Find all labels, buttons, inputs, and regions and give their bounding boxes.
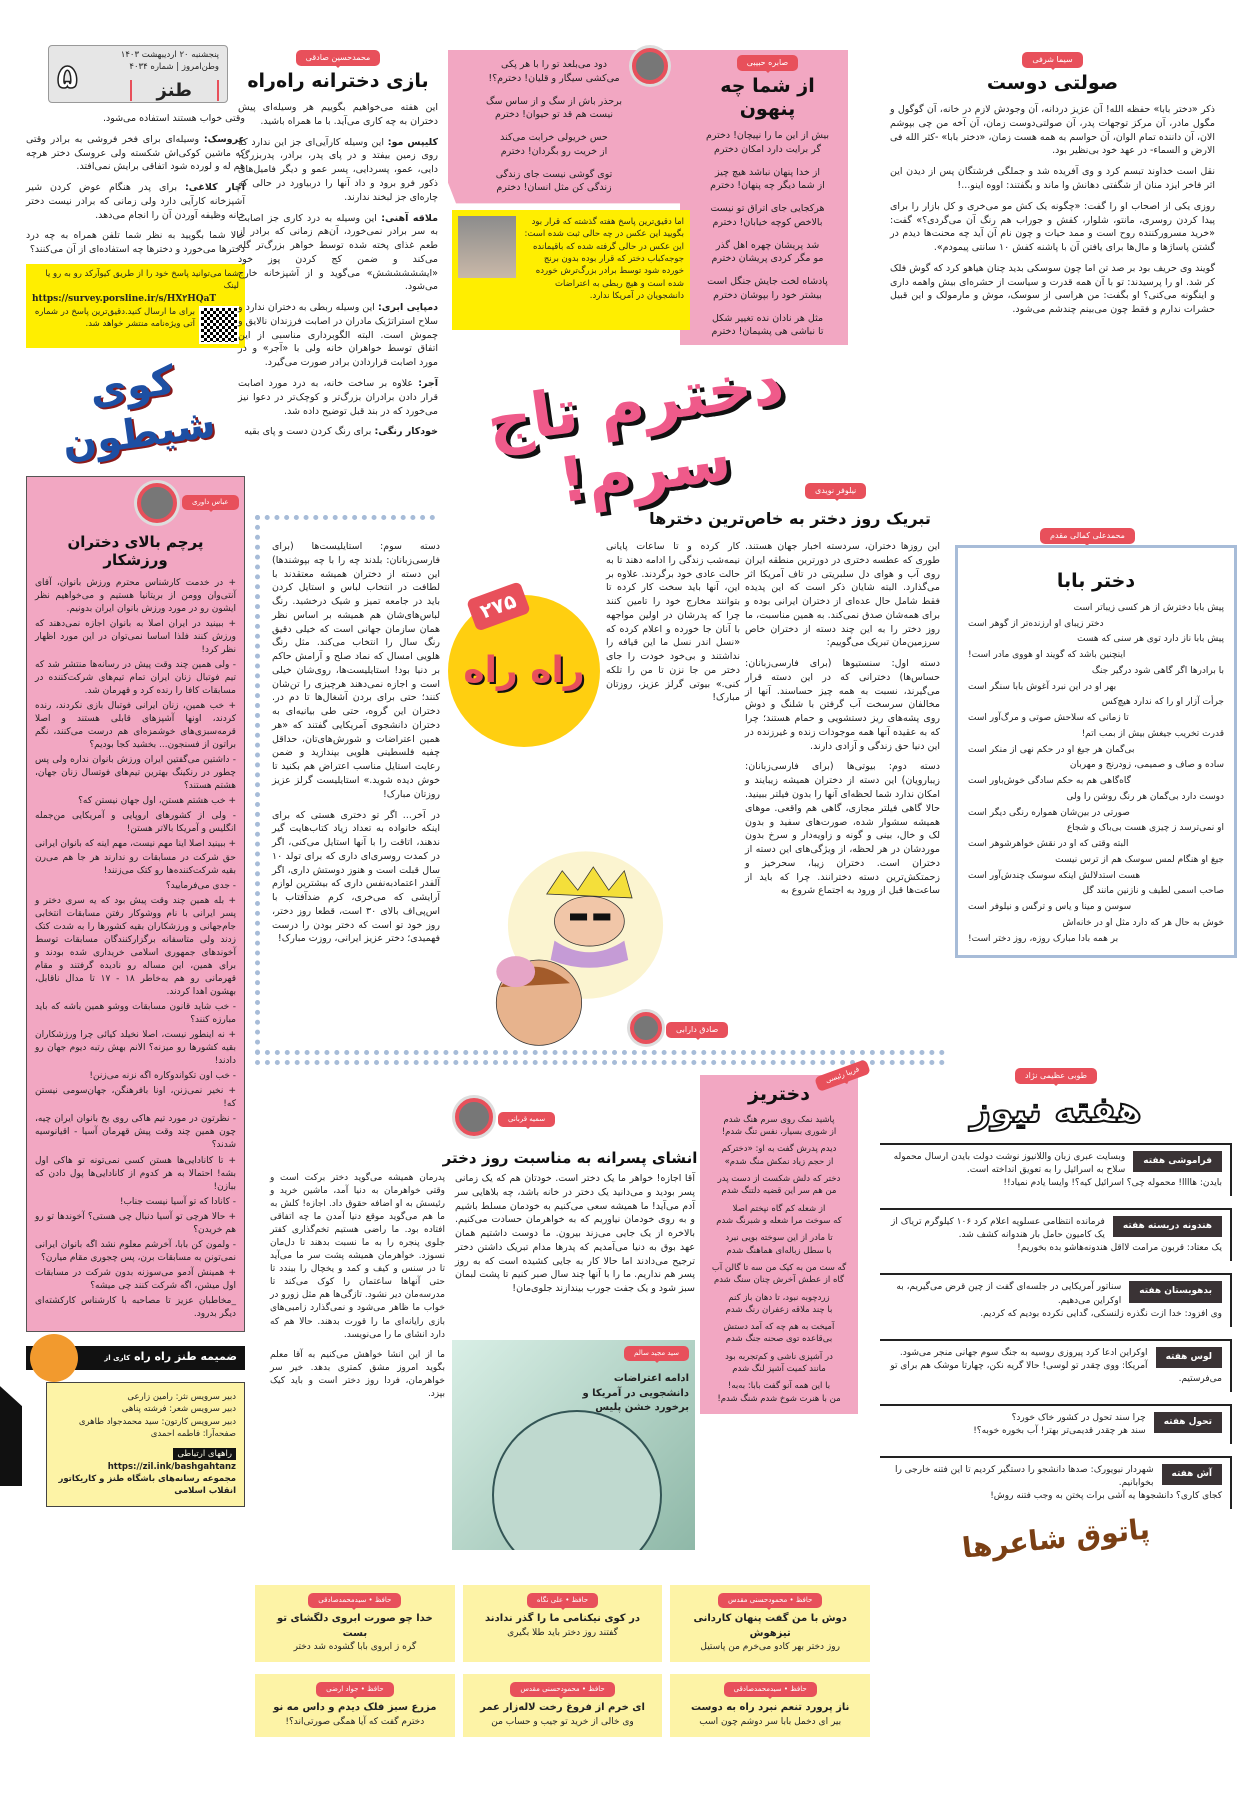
- paper-issue-line: وطن‌امروز | شماره ۴۰۳۴: [129, 62, 219, 73]
- author-tag-wrap: [880, 1068, 1232, 1084]
- author-tag: فریبا رئیسی: [814, 1059, 871, 1092]
- soulati-article: سیما شرفی صولتی دوست ذکر «دختر بابا» حفظه الله! آن عزیز دردانه، آن وجودش لازم در خانه، آن گوگول و مگول مادر، آن مرکز توجهات پدر، آن صولتی‌دوست زمان، آن آخه من چی بپوشم الان، آن داننده تمام الوان، آن حواسم به همه هست زمان، «دختر بابا» -کثر الله فی الارض و السماء- در عهد خود بی‌نظیر بود. نقل است خداوند تبسم کرد و وی آفریده شد و جملگی فرشتگان پس از دیدن این اثر فاخر ایزد منان از شگفتی دهانش وا ماند و بگفتند: اووه اینو...! روزی یکی از اصحاب او را گفت: «چگونه یک کش مو می‌خری و کل بازار را برای پیدا کردن روسری، مانتو، شلوار، کفش و جوراب هم رنگ آن می‌گردی؟» گفت: «خرید مسرورکننده روح است و ممد حیات و چون نام آن آید چه محنت‌ها دیدم در گشتن پاساژها و مال‌ها برای یافتن آن با پاشنه کفش ۱۰ سانتی پیمودم». گویند وی حریف بود بر صد تن اما چون سوسکی بدید چنان هیاهو کرد که گوش فلک کر شد. او را پرسیدند: تو با آن همه قدرت و سیاست از حشره‌ای بیش واهمه داری و اینگونه می‌کنی؟ او بگفت: من هراسی از سوسک، موش و مارمولک و این قبیل حشرات ندارم و فقط چون می‌بینم چندشم می‌شود.: [880, 52, 1235, 324]
- main-headline: دخترم تاج سرم!: [482, 344, 789, 518]
- bazi-continuation: [26, 112, 245, 257]
- parcham-interview: [35, 577, 236, 1322]
- verse-line-1: دوش با من گفت پنهان کاردانی تیزهوش: [693, 1613, 847, 1639]
- author-tag-wrap: [182, 495, 239, 510]
- couplet: بیش از این ما را نپیچان! دخترم گر برایت دارد امکان دخترم: [706, 129, 829, 155]
- news-punchline: وی افزود: خدا ازت نگذره زلنسکی، گدایی نکرده بودیم که کردیم.: [980, 1308, 1222, 1319]
- news-punchline: بایدن: هاااا! محموله چی؟ اسرائیل کیه؟! وایسا یادم نمیاد!!: [1003, 1178, 1222, 1189]
- dokhtariz-title: دختریز: [748, 1083, 810, 1105]
- author-name: سیدمحمدصادقی: [733, 1685, 782, 1694]
- poet-name: حافظ: [588, 1685, 605, 1694]
- hemistich: با این همه آنو گفت بابا: به‌به!: [727, 1381, 831, 1392]
- interview-line: + ببینید در ایران اصلا به بانوان اجازه نمی‌دهند که ورزش کنند فلذا اساسا نمی‌توان در این مورد اظهار نظر کرد!: [35, 618, 236, 655]
- poem-line: با برادرها اگر گاهی شود درگیر جنگ: [1091, 665, 1224, 676]
- poem-line: دختر زیبای او ارزنده‌تر از گوهر است: [968, 618, 1104, 629]
- interview-line: - نظرتون در مورد تیم هاکی روی یخ بانوان ایران چیه، چون همین چند وقت پیش قهرمان آسیا - اقیانوسیه شدند؟: [35, 1114, 236, 1151]
- poem-line: هست استدلالش اینکه سوسک چندش‌آور است: [968, 870, 1141, 881]
- interview-line: - خب اون تکواندوکاره اگه نزنه می‌زنن!: [89, 1071, 236, 1082]
- az-shoma-poem-right: [690, 55, 845, 348]
- frame-divider: [255, 515, 435, 520]
- parcham-title: پرچم بالای دختران ورزشکار: [67, 532, 204, 569]
- verse-credit-tag: حافظ • سیدمحمدصادقی: [724, 1682, 817, 1697]
- author-name: علی نگاه: [536, 1596, 564, 1604]
- verse-card: [670, 1674, 870, 1737]
- poem-line: پیش بابا ناز دارد توی هر سنی که هست: [1077, 634, 1224, 645]
- news-label: لوس هفته: [1156, 1347, 1222, 1368]
- interview-line: + در خدمت کارشناس محترم ورزش بانوان، آقای آنتی‌وان وومن از بریتانیا هستیم و می‌خواهیم نظر ایشون رو در مورد ورزش بانوان ایران بدونیم.: [35, 577, 236, 614]
- verse-line-2: روز دختر بهر کادو می‌خرم من پاستیل: [700, 1642, 840, 1653]
- poem-line: جیغ او هنگام لمس سوسک هم از ترس نیست: [1055, 854, 1224, 865]
- author-name: جواد ارضی: [326, 1685, 359, 1694]
- issue-275-badge: ۲۷۵: [466, 581, 530, 631]
- az-shoma-poem-left: [480, 58, 628, 204]
- verse-card: [463, 1585, 663, 1662]
- zamime-header: ضمیمه طنز راه راه کاری از: [26, 1346, 245, 1370]
- verse-tag-row: [265, 1593, 445, 1608]
- poem-line: بر همه بادا مبارک روزه، روز دختر است!: [968, 933, 1119, 944]
- poem-line: سوسن و مینا و یاس و ترگس و نیلوفر است: [968, 902, 1132, 913]
- verse-line-1: ناز پرورد تنعم نبرد راه به دوست: [690, 1702, 850, 1714]
- verse-tag-row: [680, 1682, 860, 1697]
- verse-tag-row: [265, 1682, 445, 1697]
- news-text: چرا سند تحول در کشور خاک خورد؟: [1011, 1412, 1146, 1423]
- page-bracket: [0, 1386, 22, 1486]
- couplet: توی گوشی نیست جای زندگی زندگی کن مثل انسان! دخترم: [495, 168, 613, 194]
- couplet: [706, 1143, 852, 1168]
- author-tag-wrap: [690, 55, 845, 71]
- verse-tag-row: [680, 1593, 860, 1608]
- verse-line-1: ای خرم از فروغ رخت لاله‌زار عمر: [480, 1702, 645, 1714]
- interview-line: + خب همین، زنان ایرانی فوتبال بازی نکردند، رنده کردند، اونها آشپزهای قابلی هستند و اصلا قرمه‌سبزی‌های خوشمزه‌ای هم درست می‌کنند، نگم براتون از فسنجون... بخشید کجا بودیم؟: [35, 700, 236, 751]
- verse-line-1: مزرع سبز فلک دیدم و داس مه نو: [273, 1702, 437, 1714]
- interview-line: + نخیر نمی‌زنن، اونا بافرهنگن، جهان‌سومی نیستن که!: [35, 1086, 236, 1110]
- couplet: [706, 1262, 852, 1287]
- hemistich: بی‌قاعده توی صحنه جنگ شدم: [725, 1334, 833, 1345]
- author-tag-wrap: [624, 1346, 689, 1361]
- hemistich: که سوخت مرا شعله و شبرنگ شدم: [716, 1215, 842, 1226]
- couplet: [706, 1380, 852, 1405]
- hemistich: من هم سر این قضیه دلتنگ شدم: [721, 1186, 837, 1197]
- hemistich: زردچوبه نبود، تا دهان باز کنم: [728, 1292, 830, 1303]
- dokhtariz-lines: [706, 1114, 852, 1405]
- hemistich: گاه از عطش آخرش چنان سنگ شدم: [713, 1275, 845, 1286]
- interview-line: - کانادا که تو آسیا نیست جناب!: [119, 1196, 236, 1207]
- poem-line: بهر او در این نبرد آغوش بابا سنگر است: [968, 681, 1117, 692]
- hemistich: با سطل زباله‌ای هماهنگ شدم: [726, 1245, 832, 1256]
- bazi-item: خودکار رنگی: برای رنگ کردن دست و پای بقیه: [244, 426, 438, 438]
- poem-line: تا زمانی که سلاحش صوتی و مرگ‌آور است: [968, 713, 1129, 724]
- bazi-question: حالا شما بگویید به نظر شما تلفن همراه به چه درد دخترها می‌خورد و دخترها چه استفاده‌ای از آن می‌کنند؟: [26, 230, 245, 256]
- az-shoma-title: از شما چه پنهون: [720, 75, 815, 121]
- hemistich: از حجم زیاد نمکش منگ شدم»: [724, 1156, 834, 1167]
- news-item: [880, 1339, 1232, 1392]
- paper-name: وطن‌امروز: [181, 62, 219, 73]
- verse-credit-tag: حافظ • سیدمحمدصادقی: [308, 1593, 401, 1608]
- news-text: شهردار نیویورک: صدها دانشجو را دستگیر کردیم تا این فتنه خارجی را بخوابانیم.: [894, 1464, 1154, 1488]
- verse-line-2: بیر ای دخمل بابا سر دوشم چون اسب: [699, 1716, 842, 1727]
- news-punchline: کجای کاری؟ دانشجوها یه آشی برات پختن به وجب فتنه روش!: [990, 1490, 1222, 1501]
- ensha-intro: آقا اجازه! خواهر ما یک دختر است. خودتان هم که یک زمانی پسر بودید و می‌دانید یک دختر در خانه باشد، چه بلاهایی سر آدم می‌آید! ما همیشه سعی می‌کنیم به خودمان مسلط باشیم و به روی خودمان نیاوریم که به خواهرمان حسادت می‌کنیم. بالاخره از یک جایی می‌زند بیرون. ما دوست داشتیم همان عهد بوق به دنیا می‌آمدیم که پدرها مدام تبریک داشتن دختر ترجیح می‌دادند اما حالا کار به جایی کشیده است که به روز پسر هم نداریم. ما را با آنها چند سال صبر کنیم تا پشت لبمان سبز شود و یک جفت جورب بیندازند جلوی‌مان!: [455, 1173, 695, 1295]
- author-name: محمودحسنی مقدس: [520, 1685, 580, 1694]
- answer-box: اما دقیق‌ترین پاسخ هفته گذشته که قرار بود بگویید این عکس در چه حالی ثبت شده است: این عکس در حالی گرفته شده که باقیمانده جوجه‌کباب دختر که قرار بوده بدون برنج خورده شود توسط برادر بزرگ‌ترش خورده شده است و هیچ ربطی به اعتراضات دانشجویان در آمریکا ندارد.: [452, 210, 690, 330]
- couplet: [706, 1114, 852, 1139]
- poet-name: حافظ: [795, 1596, 813, 1604]
- couplet: [706, 1173, 852, 1198]
- ensha-body: پدرمان همیشه می‌گوید دختر برکت است و وقتی خواهرمان به دنیا آمد، ماشین خرید و رئیسش به او اضافه حقوق داد. اجازه! کلش به ما هم می‌گوید موقع دنیا آمدن ما چه اتفاقی افتاده بود. ما راضی هستیم تخم‌گذاری کفتر جلوی پنجره را به ما نسبت بدهند تا دل‌مان نسوزد. خواهرمان همیشه پشت سر ما می‌آید تا در سنس و کیف و کمد و یخچال را ببندد تا حتی آنها‌ها ساعتمان را کوک می‌کند تا مدرسه‌مان دیر نشود. تازگی‌ها هم مثل زورو در خواب ما ظاهر می‌شود و نمی‌گذارد زامبی‌های بازی رایانه‌ای ما را قورت بدهند. حالا هم که دارد انشای ما را می‌نویسد. ما از این انشا خواهش می‌کنیم به آقا معلم بگوید امروز مشق کمتری بدهد. خیر سر خواهرمان، فردا روز دختر است و باید کیک بپزد.: [270, 1173, 445, 1399]
- poem-line: صاحب اسمی لطیف و نازنین مانند گل: [1082, 886, 1224, 897]
- verse-credit-tag: حافظ • محمودحسنی مقدس: [510, 1682, 614, 1697]
- couplet: حس خریولی خرابت می‌کند از خریت رو بگردان! دخترم: [500, 132, 608, 157]
- kooy-sheitoon-logo: کوی شیطون: [59, 357, 219, 467]
- bazi-item: دمپایی ابری: این وسیله ربطی به دختران ندارد و سلاح استراتژیک مادران در اصابت فرزندان نالایق و چموش است. البته الگوبرداری مناسبی از این اتفاق توسط خواهران خانه ولی با «آجر» و در مورد اصابت قراردادن برادر صورت می‌گیرد.: [238, 302, 438, 369]
- poet-name: حافظ: [374, 1596, 392, 1604]
- hemistich: از شوری بسیار، نفس تنگ شدم!: [721, 1127, 837, 1138]
- author-name: سیدمحمدصادقی: [318, 1596, 367, 1604]
- hemistich: از شعله کم گاه نپختم اصلا: [732, 1203, 826, 1214]
- issue-number: شماره ۴۰۳۴: [129, 62, 174, 73]
- couplet: شد پریشان چهره اهل گذر مو مگر کردی پریشان دخترم: [711, 239, 824, 265]
- news-item: [880, 1143, 1232, 1196]
- patogh-logo: پاتوق شاعرها: [960, 1512, 1152, 1565]
- hemistich: دیدم پدرش گفت به او: «دخترکم: [721, 1144, 837, 1155]
- hemistich: دختر که دلش شکست از دست پدر: [717, 1174, 841, 1185]
- answer-photo: [458, 216, 516, 278]
- news-item: [880, 1404, 1232, 1444]
- page-number: ۵: [57, 56, 78, 97]
- bazi-cont-top: وقتی خواب هستند استفاده می‌شود.: [102, 113, 245, 124]
- poem-line: او نمی‌ترسد ز چیزی هست بی‌باک و شجاع: [1066, 823, 1224, 834]
- author-tag-wrap: [890, 52, 1215, 68]
- qr-code-icon: [199, 306, 239, 344]
- interview-line: + خب هشتم هستن، اول جهان نیستن که؟: [78, 796, 236, 807]
- cartoonist-tag-wrap: [666, 1022, 728, 1038]
- interview-line: - ولمون کن بابا، آخرشم معلوم نشد اگه بانوان ایرانی نمی‌تونن به مسابقات برن، پس چجوری مقام میارن؟: [35, 1239, 236, 1263]
- couplet: دود می‌بلعد تو را با هر پکی می‌کشی سیگار و قلیان! دخترم؟!: [488, 59, 620, 84]
- author-tag: نیلوفر نویدی: [805, 483, 866, 499]
- news-text: سناتور آمریکایی در جلسه‌ای گفت از چین قرض می‌گیریم، به اوکراین می‌دهیم.: [896, 1282, 1122, 1306]
- verse-line-2: گفتند روز دختر باید طلا بگیری: [507, 1627, 618, 1638]
- author-tag: محمدحسین صادقی: [296, 50, 381, 66]
- interview-line: + تا کانادایی‌ها هستن کسی نمی‌تونه تو هاکی اول بشه! احتمالا به هر کدوم از کانادایی‌ها پول دادن که ببازن!: [35, 1155, 236, 1192]
- poem-line: گاه‌گاهی هم به حکم سادگی خوش‌باور است: [968, 776, 1131, 787]
- hafte-news-list: [880, 1143, 1232, 1509]
- news-item: [880, 1208, 1232, 1261]
- couplet: پادشاه لخت جایش جنگل است بیشتر خود را بپوشان دخترم: [707, 276, 828, 301]
- zamime-block: [26, 1346, 245, 1507]
- rah-rah-logo: [448, 595, 600, 747]
- poem-line: دوست دارد بی‌گمان هر رنگ روشن را ولی: [1066, 791, 1224, 802]
- interview-line: + ببینید اصلا اینا مهم نیست، مهم اینه که بانوان ایرانی حق شرکت در مسابقات رو ندارند هر جا هم می‌رن بقیه شرکت‌کننده‌ها رو کتک می‌زنند!: [35, 839, 236, 876]
- verse-credit-tag: حافظ • علی نگاه: [527, 1593, 598, 1608]
- hemistich: آمیخت به هم چه که آمد دستش: [723, 1322, 835, 1333]
- news-label: تحول هفته: [1154, 1412, 1222, 1433]
- verse-line-2: وی خالی از خرید تو جیب و حساب من: [491, 1716, 634, 1727]
- verse-line-2: دخترم گفت که آیا همگی صورتی‌اند؟!: [285, 1716, 425, 1727]
- issue-date: پنجشنبه ۲۰ اردیبهشت ۱۴۰۳: [120, 50, 219, 60]
- dokhtar-baba-poem: [955, 545, 1237, 958]
- tabrik-column-1: این روزها دختران، سردسته اخبار جهان هستند. طوری که عطسه دختری در دورترین منطقه ایران روی آب و هوای دل سلبریتی در تاف آمریکا اثر می‌گذارد. البته شایان ذکر است که این پدیده فقط شامل حال عده‌ای از دختران ایرانی بوده و برای همه‌شان صدق نمی‌کند. به همین مناسبت، ما روز دختر را به این چند دسته از دختران خاص سرزمین‌مان تبریک می‌گوییم: دسته اول: سنستیوها (برای فارسی‌زبانان: حساس‌ها) دخترانی که در این دسته قرار می‌گیرند، نسبت به همه چیز حساسند. آنها از مخالفان سرسخت آب گرفتن با شلنگ و دوش روی پشه‌های ریز دستشویی و حمام هستند؛ چرا که به عقیده آنها همه موجودات زنده و غیرزنده در این دنیا حق زندگی و آزادی دارند. دسته دوم: بیوتی‌ها (برای فارسی‌زبانان: زیبارویان) این دسته از دختران همیشه زیبایند و امکان ندارد شما لحظه‌ای آنها را بدون فیلتر ببینید. حالا گاهی فیلتر مجازی، گاهی هم واقعی. موهای همیشه سشوار شده، صورت‌های سفید و بدون لک و خال، بینی و گونه و زاویه‌دار و سرخ بدون موردشان در هر لحظه، از ویژگی‌های این دسته از دختران است. دختران زیبا، سحرخیز و زحمتکش‌ترین دسته دخترانند. چرا که باید از ساعت‌ها قبل از ورود به اجتماع شروع به: [745, 541, 940, 897]
- author-tag-wrap: [805, 483, 866, 499]
- statue-shape: [492, 1410, 662, 1550]
- couplet: [706, 1232, 852, 1257]
- poem-line: جرأت آزار او را که ندارد هیچ‌کس: [1101, 697, 1224, 708]
- verse-line-2: گره ز ابروی بابا گشوده شد دختر: [293, 1642, 417, 1653]
- news-punchline: سند هر چقدر قدیمی‌تر بهتر! آب بخوره خوبه؟!: [973, 1425, 1146, 1436]
- author-tag-wrap: [1040, 528, 1135, 544]
- poet-name: حافظ: [367, 1685, 384, 1694]
- couplet: هرکجایی جای اتراق تو نیست بالاخص کوچه خیابان! دخترم: [710, 203, 825, 228]
- poem-line: البته وقتی که او در نقش خواهرشوهر است: [968, 839, 1129, 850]
- section-divider: [255, 1060, 945, 1065]
- masthead: [48, 45, 228, 103]
- news-item: [880, 1273, 1232, 1326]
- ensha-title: انشای پسرانه به مناسبت روز دختر: [442, 1149, 698, 1167]
- hemistich: پاشید نمک روی سرم هنگ شدم: [723, 1114, 835, 1125]
- author-tag: صابره حبیبی: [737, 55, 798, 71]
- author-tag: سید مجید سالم: [624, 1346, 689, 1361]
- contact-label-row: راههای ارتباطی: [55, 1448, 236, 1460]
- hemistich: مانند کمیت آشپز لنگ شدم: [732, 1364, 826, 1375]
- rah-rah-name: راه راه: [463, 649, 585, 691]
- statue-caption: ادامه اعتراضات دانشجویی در آمریکا و برخورد خشن پلیس: [582, 1373, 689, 1413]
- verse-card: [670, 1585, 870, 1662]
- poem-line: قدرت تخریب جیغش بیش از بمب اتم!: [1081, 728, 1224, 739]
- poem-line: خوش به حال هر که دارد مثل او در خانه‌اش: [1062, 917, 1224, 928]
- bazi-cont-item: آچار کلاغی: برای پدر هنگام عوض کردن شیر آشپزخانه کارآیی دارد ولی زمانی که برادر نیست دختر خانه وظیفه آوردن آن را انجام می‌دهد.: [26, 182, 245, 221]
- verse-credit-tag: حافظ • جواد ارضی: [316, 1682, 393, 1697]
- author-tag-wrap: [498, 1112, 555, 1127]
- couplet: [706, 1351, 852, 1376]
- author-tag: سمیه قربانی: [498, 1112, 555, 1127]
- author-avatar: [137, 483, 177, 523]
- news-item: [880, 1456, 1232, 1509]
- hemistich: با چند ملاقه زعفران رنگ شدم: [725, 1304, 833, 1315]
- couplet: از خدا پنهان نباشد هیچ چیز از شما دیگر چه پنهان! دخترم: [710, 166, 825, 192]
- contact-link[interactable]: https://zil.ink/bashgahtanz: [107, 1461, 236, 1472]
- couplet: [706, 1292, 852, 1317]
- news-text: اوکراین ادعا کرد پیروزی روسیه به جنگ سوم جهانی منجر می‌شود.: [899, 1347, 1148, 1358]
- bazi-item: کلیپس مو: این وسیله کارآیی‌ای جز این ندارد که روی زمین بیفتد و در پای پدر، برادر، پدربزرگ، دایی، عمو، پسردایی، پسر عمو و دیگر فامیل‌های ذکور فرو برود و داد آنها را دربیاورد در حالی که چاره‌ای جز لبخند ندارند.: [238, 136, 438, 203]
- interview-line: + همینش آدمو می‌سوزنه بدون شرکت در مسابقات اول میشن، اگه شرکت کنند چی میشه؟: [35, 1267, 236, 1291]
- interview-line: + بله همین چند وقت پیش بود که یه سری دختر و پسر ایرانی با نام ووشوکار رفتن مسابقات انتخابی جام‌جهانی و ورزشکاران بقیه کشورها را به شدت کتک زدند ولی متاسفانه برگزارکنندگان مسابقات توسط آخوندهای جمهوری اسلامی خریداری شده بودند و برای همین، این مساله رو نادیده گرفتند و مقام قهرمانی رو هم به‌خاطر ۱۸ - ۱۷ تا مدال ناقابل، بهشون اهدا کردند.: [35, 895, 236, 997]
- interview-line: - ولی از کشورهای اروپایی و آمریکایی من‌جمله انگلیس و آمریکا بالاتر هستن!: [35, 811, 236, 835]
- hemistich: گه ست من به کیک من سه تا گالن آب: [711, 1262, 847, 1273]
- dokhtariz-poem: [700, 1075, 858, 1414]
- news-punchline: آمریکا: ووی چقدر تو لوسی! حالا گریه نکن، چهارتا موشک هم برای تو می‌فرستیم.: [890, 1360, 1222, 1384]
- verse-credit-tag: حافظ • محمودحسنی مقدس: [718, 1593, 822, 1608]
- hemistich: من با هنرت شوخ شدم شنگ شدم!: [717, 1393, 841, 1404]
- bazi-cont-item: عروسک: وسیله‌ای برای فخر فروشی به برادر وقتی که ماشین کوکی‌اش شکسته ولی عروسک دختر هرچه هم له و لورده شود اتفاقی برایش نمی‌افتد.: [26, 133, 245, 173]
- author-tag-wrap: [238, 50, 438, 66]
- poem-line: ساده و صاف و صمیمی، زودرنج و مهربان: [1069, 760, 1224, 771]
- author-tag: سیما شرفی: [1022, 52, 1082, 68]
- verse-line-1: در کوی نیکنامی ما را گذر ندادند: [485, 1613, 640, 1625]
- style-article: دسته سوم: استایلیست‌ها (برای فارسی‌زبانان: بلدند چه را با چه بپوشندها) این دسته از دختران همیشه معتقدند با لطافت در انتخاب لباس و استایل کردن باید در جامعه تمیز و شیک درخشید. رنگ لباس‌های‌شان هم همیشه بر اساس نظر همان سازمان جهانی است که خیلی دقیق رنگ سال را انتخاب می‌کند. مثل رنگ هلویی امسال که نماد صلح و آرامش حاکم بر دنیا بود! استایلیست‌ها، روی‌شان خیلی است و اجازه نمی‌دهند هرچیزی را تن‌شان کنند؛ حتی برای بردن آشغال‌ها تا دم در. دختران این گروه، حتی طی بیانیه‌ای به دختران دانشجوی آمریکایی گفتند که «هر همین اعتراضات و شورش‌های‌تان، حداقل چفیه فلسطینی هلویی بپندازید و ضمن رعایت استایل مناسب اعتراض هم بکنید تا خوش دیده شوید.» استایلیست گرلز عزیز روزتان مبارک! در آخر... اگر تو دختری هستی که برای اینکه خانواده به تعداد زیاد کتاب‌هایت گیر ندهند، اتاقت را با آنها استایل می‌کنی، اگر در کمدت روسری‌ای داری که برای تولد ۱۰ سال قبلت است و هنوز دوستش داری، اگر آلفدر اعتمادبه‌نفس داری که بیشترین لوازم آرایشی که می‌خری، کرم ضدآفتاب با اس‌پی‌اف بالای ۳۰ است، قطعا روز دختر، روز خود تو است که دختر بودن را درست فهمیدی؛ دختر عزیز ایرانی، روزت مبارک!: [272, 541, 440, 945]
- survey-row: برای ما ارسال کنید.دقیق‌ترین پاسخ در شماره آتی ویژه‌نامه منتشر خواهد شد.: [32, 306, 239, 344]
- left-column: [26, 112, 245, 1507]
- interview-line: - جدی می‌فرمایید؟: [165, 880, 236, 891]
- bazi-article: محمدحسین صادقی بازی دخترانه راه‌راه این هفته می‌خواهیم بگوییم هر وسیله‌ای پیش دختران به چه کاری می‌آید. با ما همراه باشید. کلیپس مو: این وسیله کارآیی‌ای جز این ندارد که روی زمین بیفتد و در پای پدر، برادر، پدربزرگ، دایی، عمو، پسردایی، پسر عمو و دیگر فامیل‌های ذکور فرو برود و داد آنها را دربیاورد در حالی که چاره‌ای جز لبخند ندارند. ملاقه آهنی: این وسیله به درد کاری جز اصابت به سر برادر نمی‌خورد، آن‌هم زمانی که برادر از طعم غذای پخته شده توسط خواهر بزرگ‌تر گله می‌کند و ضمن کج کردن پوز خود «ایشششششش» می‌گوید و از آشپزخانه خارج می‌شود. دمپایی ابری: این وسیله ربطی به دختران ندارد و سلاح استراتژیک مادران در اصابت فرزندان نالایق و چموش است. البته الگوبرداری مناسبی از این اتفاق توسط خواهران خانه ولی با «آجر» و در مورد اصابت قراردادن برادر صورت می‌گیرد. آجر: علاوه بر ساخت خانه، به درد مورد اصابت قرار دادن برادران بزرگ‌تر و کوچک‌تر در دعوا نیز می‌خورد که در بند قبل توضیح داده شد. خودکار رنگی: برای رنگ کردن دست و پای بقیه: [238, 50, 438, 446]
- couplet: مثل هر نادان نده تغییر شکل تا نباشی هی پشیمان! دخترم: [711, 312, 824, 338]
- bazi-title: بازی دخترانه راه‌راه: [247, 70, 429, 93]
- parcham-article: [26, 476, 245, 1333]
- cartoonist-avatar: [630, 1012, 662, 1044]
- right-lower-column: [880, 1068, 1232, 1565]
- survey-link[interactable]: https://survey.porsline.ir/s/HX۲HQaT: [32, 293, 217, 304]
- verse-card: [255, 1585, 455, 1662]
- poem-line: بی‌گمان هر جیغ او در حکم نهی از منکر است: [968, 744, 1135, 755]
- verse-card: [255, 1674, 455, 1737]
- poet-name: حافظ: [571, 1596, 589, 1604]
- news-label: بدهوبستان هفته: [1129, 1281, 1222, 1302]
- hemistich: تا مادر از این سوخته بویی نبرد: [725, 1233, 833, 1244]
- tabrik-title: تبریک روز دختر به خاص‌ترین دخترها: [649, 509, 931, 528]
- hafte-news-logo: هفته نیوز: [970, 1090, 1142, 1132]
- hemistich: در آشپزی ناشی و کم‌تجربه بود: [725, 1351, 833, 1362]
- author-tag: عباس داوری: [182, 495, 239, 510]
- author-name: محمودحسنی مقدس: [727, 1596, 788, 1604]
- cartoonist-tag: صادق دارابی: [666, 1022, 728, 1038]
- verse-card: [463, 1674, 663, 1737]
- author-avatar: [455, 1098, 493, 1136]
- news-label: هندونه دربسته هفته: [1113, 1216, 1222, 1237]
- couplet: [706, 1321, 852, 1346]
- couplet: برحذر باش از سگ و از ساس سگ نیست هم قد تو حیوان! دخترم: [485, 95, 623, 121]
- soulati-title: صولتی دوست: [986, 72, 1119, 95]
- basgah-logo: [30, 1334, 78, 1382]
- author-tag: محمدعلی کمالی مقدم: [1040, 528, 1135, 544]
- interview-line: - خب شاید قانون مسابقات ووشو همین باشه که باید مبارزه کنند؟: [35, 1002, 236, 1026]
- verse-tag-row: [473, 1593, 653, 1608]
- couplet: [706, 1203, 852, 1228]
- poem-line: پیش بابا دخترش از هر کسی زیباتر است: [1073, 602, 1224, 613]
- zamime-credits: دبیر سرویس نثر: رامین زارعی دبیر سرویس شعر: فرشته پناهی دبیر سرویس کارتون: سید محمدجواد طاهری صفحه‌آرا: فاطمه احمدی راههای ارتباطی https://zil.ink/bashgahtanz مجموعه رسانه‌های باشگاه طنز و کاریکاتور انقلاب اسلامی: [46, 1382, 245, 1507]
- news-label: آش هفته: [1162, 1464, 1223, 1485]
- poet-name: حافظ: [790, 1685, 807, 1694]
- tabrik-column-2: کار کرده و تا ساعات پایانی نیمه‌شب زندگی را ادامه دهند تا به حالت عادی خود برگردند. علاوه بر این، آنها باید سخت کار کرده تا بتوانند مخارج خود را تامین کنند چرا که پدرشان در اولین مواجهه با آنان جا خورده و اعلام کرده که «نسل اندر نسل ما این قیافه را نداشتند و بی‌خود خودت را جای دختر من جا نزن تا من را تلکه کنی.» بیوتی گرلز عزیز، روزتان مبارک!: [606, 541, 740, 704]
- statue-cartoon: [452, 1340, 695, 1550]
- bazi-item: آجر: علاوه بر ساخت خانه، به درد مورد اصابت قرار دادن برادران بزرگ‌تر و کوچک‌تر در دعوا نیز می‌خورد که در بند قبل توضیح داده شد.: [238, 377, 438, 417]
- interview-line: _مخاطبان عزیز تا مصاحبه با کارشناس کارکشته‌ای دیگر بدرود.: [35, 1296, 236, 1320]
- news-text: وبسایت عبری زبان واللانیوز نوشت دولت بایدن ارسال محموله سلاح به اسرائیل را به تعویق انداخته است.: [893, 1152, 1126, 1176]
- news-text: فرمانده انتظامی عسلویه اعلام کرد ۱۰۶ کیلوگرم تریاک از یک کامیون حامل بار هندوانه کشف شد.: [891, 1217, 1105, 1241]
- section-name: طنز: [130, 80, 220, 102]
- poem-line: صورتی در بین‌شان همواره رنگی دیگر است: [968, 807, 1130, 818]
- author-tag: طوبی عظیمی نژاد: [1015, 1068, 1097, 1084]
- interview-line: - ولی همین چند وقت پیش در رسانه‌ها منتشر شد که تیم فوتبال زنان ایران تمام تیم‌های شرکت‌کننده در مسابقات کافا را رنده کرد و قهرمان شد.: [35, 659, 236, 696]
- dokhtar-baba-lines: [968, 601, 1224, 948]
- interview-line: + حالا هرچی تو آسیا دنبال چی هستی؟ آخوندها تو رو هم خریدن؟: [35, 1211, 236, 1235]
- poem-line: اینچنین باشد که گویند او هووی مادر است!: [968, 650, 1126, 661]
- news-label: فراموشی هفته: [1133, 1151, 1222, 1172]
- patogh-verses: [255, 1585, 870, 1737]
- verse-tag-row: [473, 1682, 653, 1697]
- verse-line-1: خدا چو صورت ابروی دلگشای تو بست: [277, 1613, 433, 1639]
- interview-line: + نه اینطور نیست، اصلا نخیلد کیائی چرا ورزشکاران بقیه کشورها رو میزنه؟ الانم بهش رتبه دیوم جهان رو دادند!: [35, 1030, 236, 1067]
- dokhtar-baba-title: دختر بابا: [1056, 570, 1136, 592]
- news-punchline: یک معتاد: قربون مرامت لااقل هندونه‌هاشو بده بخوریم!: [1017, 1243, 1222, 1254]
- interview-line: - داشتین می‌گفتین ایران ورزش بانوان نداره ولی پس چطور در رنکینگ بهترین تیم‌های فوتسال زنان جهان، هشتم هستند؟: [35, 755, 236, 792]
- bazi-item: ملاقه آهنی: این وسیله به درد کاری جز اصابت به سر برادر نمی‌خورد، آن‌هم زمانی که برادر از طعم غذای پخته شده توسط خواهر بزرگ‌تر گله می‌کند و ضمن کج کردن پوز خود «ایشششششش» می‌گوید و از آشپزخانه خارج می‌شود.: [238, 212, 438, 293]
- survey-box: شما می‌توانید پاسخ خود را از طریق کیوآرکد رو به رو یا لینک https://survey.porsline.ir/s/HX۲HQaT برای ما ارسال کنید.دقیق‌ترین پاسخ در شماره آتی ویژه‌نامه منتشر خواهد شد.: [26, 264, 245, 348]
- author-avatar: [632, 48, 668, 84]
